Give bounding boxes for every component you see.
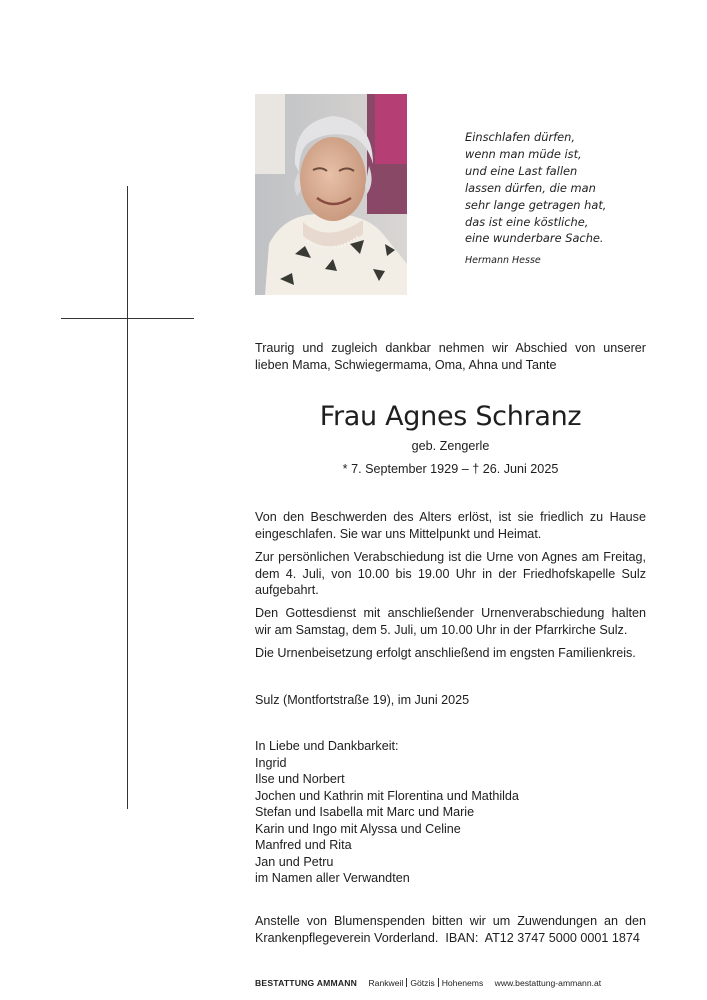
mourner-entry: Manfred und Rita xyxy=(255,838,352,852)
mourners-list xyxy=(255,738,646,887)
poem-line: eine wunderbare Sache. xyxy=(465,231,604,246)
place-date: Sulz (Montfortstraße 19), im Juni 2025 xyxy=(255,693,470,707)
poem-quote xyxy=(465,129,685,270)
footer-divider xyxy=(438,978,439,987)
poem-line: das ist eine köstliche, xyxy=(465,214,589,229)
mourner-entry: Jochen und Kathrin mit Florentina und Mathilda xyxy=(255,788,519,803)
mourner-entry: im Namen aller Verwandten xyxy=(255,871,410,885)
cross-horizontal-line xyxy=(61,318,194,319)
mourner-entry: Karin und Ingo mit Alyssa und Celine xyxy=(255,821,461,836)
poem-line: sehr lange getragen hat, xyxy=(465,197,607,212)
paragraph-service: Den Gottesdienst mit anschließender Urnenverabschiedung halten wir am Samstag, dem 5. Juli, um 10.00 Uhr in der Pfarrkirche Sulz. xyxy=(255,606,646,637)
footer-divider xyxy=(406,978,407,987)
footer-website-link[interactable]: www.bestattung-ammann.at xyxy=(494,978,602,988)
footer-location: Hohenems xyxy=(441,978,484,988)
donation-note: Anstelle von Blumenspenden bitten wir um Zuwendungen an den Krankenpflegeverein Vorderland. IBAN: AT12 3747 5000 0001 1874 xyxy=(255,914,650,945)
mourner-entry: Jan und Petru xyxy=(255,854,334,869)
footer-location: Götzis xyxy=(410,978,435,988)
poem-line: lassen dürfen, die man xyxy=(465,180,596,195)
paragraph-passing: Von den Beschwerden des Alters erlöst, ist sie friedlich zu Hause eingeschlafen. Sie war uns Mittelpunkt und Heimat. xyxy=(255,510,646,541)
footer-brand: BESTATTUNG AMMANN xyxy=(255,978,358,988)
poem-author: Hermann Hesse xyxy=(465,255,541,267)
mourner-entry: Ilse und Norbert xyxy=(255,772,345,786)
poem-line: Einschlafen dürfen, xyxy=(465,130,575,144)
portrait-photo xyxy=(255,94,407,295)
footer xyxy=(255,977,655,989)
intro-text: Traurig und zugleich dankbar nehmen wir Abschied von unserer lieben Mama, Schwiegermama, Oma, Ahna und Tante xyxy=(255,341,646,372)
paragraph-farewell: Zur persönlichen Verabschiedung ist die Urne von Agnes am Freitag, dem 4. Juli, von 10.00 bis 19.00 Uhr in der Friedhofskapelle Sulz aufgebahrt. xyxy=(255,550,646,597)
mourners-heading: In Liebe und Dankbarkeit: xyxy=(255,739,399,753)
maiden-name: geb. Zengerle xyxy=(411,439,490,453)
footer-location: Rankweil xyxy=(368,978,404,988)
poem-line: wenn man müde ist, xyxy=(465,146,582,161)
mourner-entry: Ingrid xyxy=(255,755,287,770)
deceased-name: Frau Agnes Schranz xyxy=(319,401,582,432)
life-dates: * 7. September 1929 – † 26. Juni 2025 xyxy=(342,462,559,476)
poem-line: und eine Last fallen xyxy=(465,163,578,178)
cross-vertical-line xyxy=(127,186,128,809)
mourner-entry: Stefan und Isabella mit Marc und Marie xyxy=(255,805,475,819)
paragraph-burial: Die Urnenbeisetzung erfolgt anschließend im engsten Familienkreis. xyxy=(255,646,636,660)
